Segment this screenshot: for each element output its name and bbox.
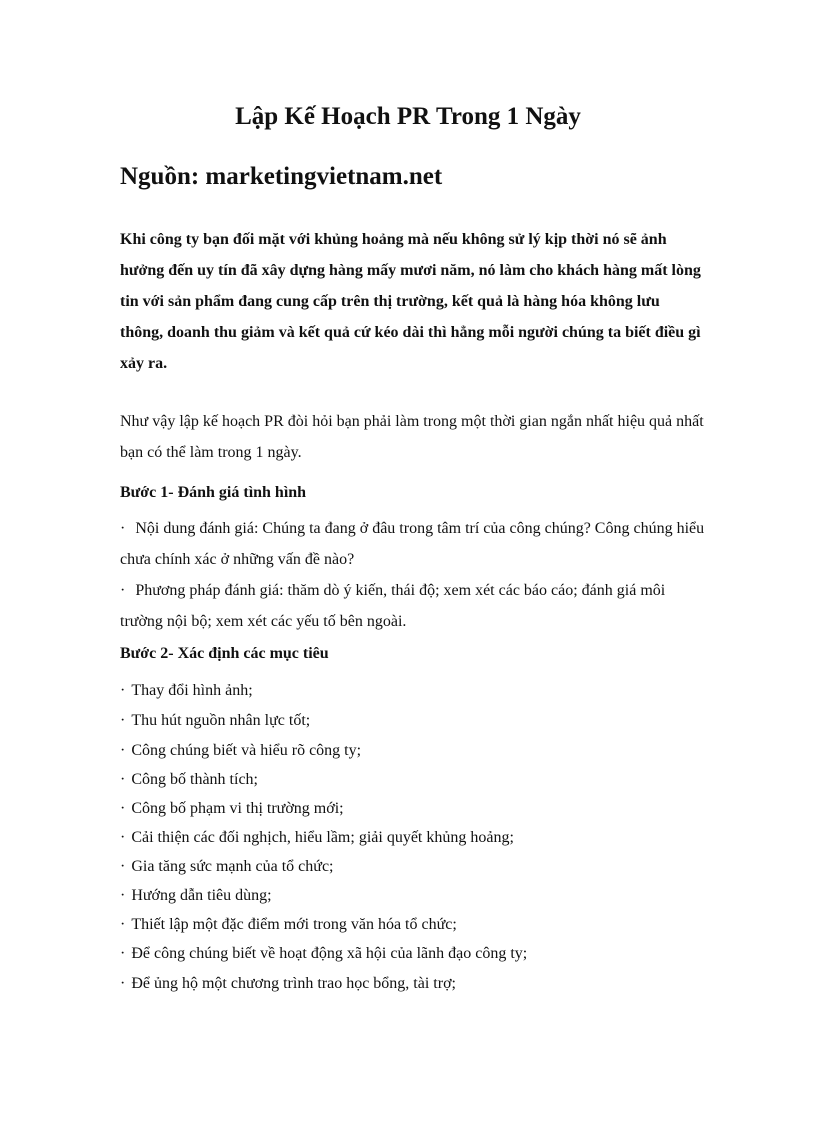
bullet-mark: · (120, 682, 126, 699)
bullet-mark: · (120, 800, 126, 817)
list-item (120, 709, 720, 733)
bullet-mark: · (120, 887, 126, 904)
list-item (120, 972, 720, 996)
bullet-mark: · (120, 520, 126, 537)
list-item (120, 739, 720, 763)
list-item-text: Cải thiện các đối nghịch, hiểu lầm; giải quyết khủng hoảng; (131, 829, 514, 846)
list-item-text: Công chúng biết và hiểu rõ công ty; (131, 742, 362, 759)
intro-paragraph: Khi công ty bạn đối mặt với khủng hoảng mà nếu không sử lý kịp thời nó sẽ ảnh hưởng đến uy tín đã xây dựng hàng mấy mươi năm, nó làm cho khách hàng mất lòng tin với sản phẩm đang cung cấp trên thị trường, kết quả là hàng hóa không lưu thông, doanh thu giảm và kết quả cứ kéo dài thì hẳng mỗi người chúng ta biết điều gì xảy ra. (120, 231, 701, 372)
step1-item (120, 575, 705, 637)
document-title: Lập Kế Hoạch PR Trong 1 Ngày (235, 103, 581, 130)
bullet-mark: · (120, 858, 126, 875)
step1-item-text: Nội dung đánh giá: Chúng ta đang ở đâu trong tâm trí của công chúng? Công chúng hiểu chưa chính xác ở những vấn đề nào? (120, 520, 705, 568)
bullet-mark: · (120, 771, 126, 788)
list-item (120, 942, 720, 966)
list-item-text: Công bố thành tích; (131, 771, 258, 788)
source-line: Nguồn: marketingvietnam.net (120, 163, 443, 190)
list-item (120, 855, 720, 879)
bullet-mark: · (120, 975, 126, 992)
bullet-mark: · (120, 582, 126, 599)
list-item (120, 884, 720, 908)
list-item-text: Hướng dẫn tiêu dùng; (131, 887, 272, 904)
bullet-mark: · (120, 945, 126, 962)
list-item (120, 913, 720, 937)
list-item (120, 797, 720, 821)
bullet-mark: · (120, 829, 126, 846)
step2-heading: Bước 2- Xác định các mục tiêu (120, 645, 329, 662)
list-item (120, 679, 720, 703)
step1-item-text: Phương pháp đánh giá: thăm dò ý kiến, thái độ; xem xét các báo cáo; đánh giá môi trường nội bộ; xem xét các yếu tố bên ngoài. (120, 582, 666, 630)
list-item-text: Để ủng hộ một chương trình trao học bổng, tài trợ; (131, 975, 456, 992)
step1-item (120, 513, 705, 575)
body-paragraph: Như vậy lập kế hoạch PR đòi hỏi bạn phải làm trong một thời gian ngắn nhất hiệu quả nhất bạn có thể làm trong 1 ngày. (120, 413, 704, 461)
list-item (120, 768, 720, 792)
bullet-mark: · (120, 712, 126, 729)
list-item-text: Công bố phạm vi thị trường mới; (131, 800, 344, 817)
list-item-text: Gia tăng sức mạnh của tổ chức; (131, 858, 334, 875)
step1-heading: Bước 1- Đánh giá tình hình (120, 484, 307, 501)
list-item-text: Để công chúng biết về hoạt động xã hội của lãnh đạo công ty; (131, 945, 528, 962)
list-item (120, 826, 720, 850)
bullet-mark: · (120, 916, 126, 933)
list-item-text: Thay đổi hình ảnh; (131, 682, 253, 699)
list-item-text: Thu hút nguồn nhân lực tốt; (131, 712, 311, 729)
bullet-mark: · (120, 742, 126, 759)
list-item-text: Thiết lập một đặc điểm mới trong văn hóa tổ chức; (131, 916, 457, 933)
